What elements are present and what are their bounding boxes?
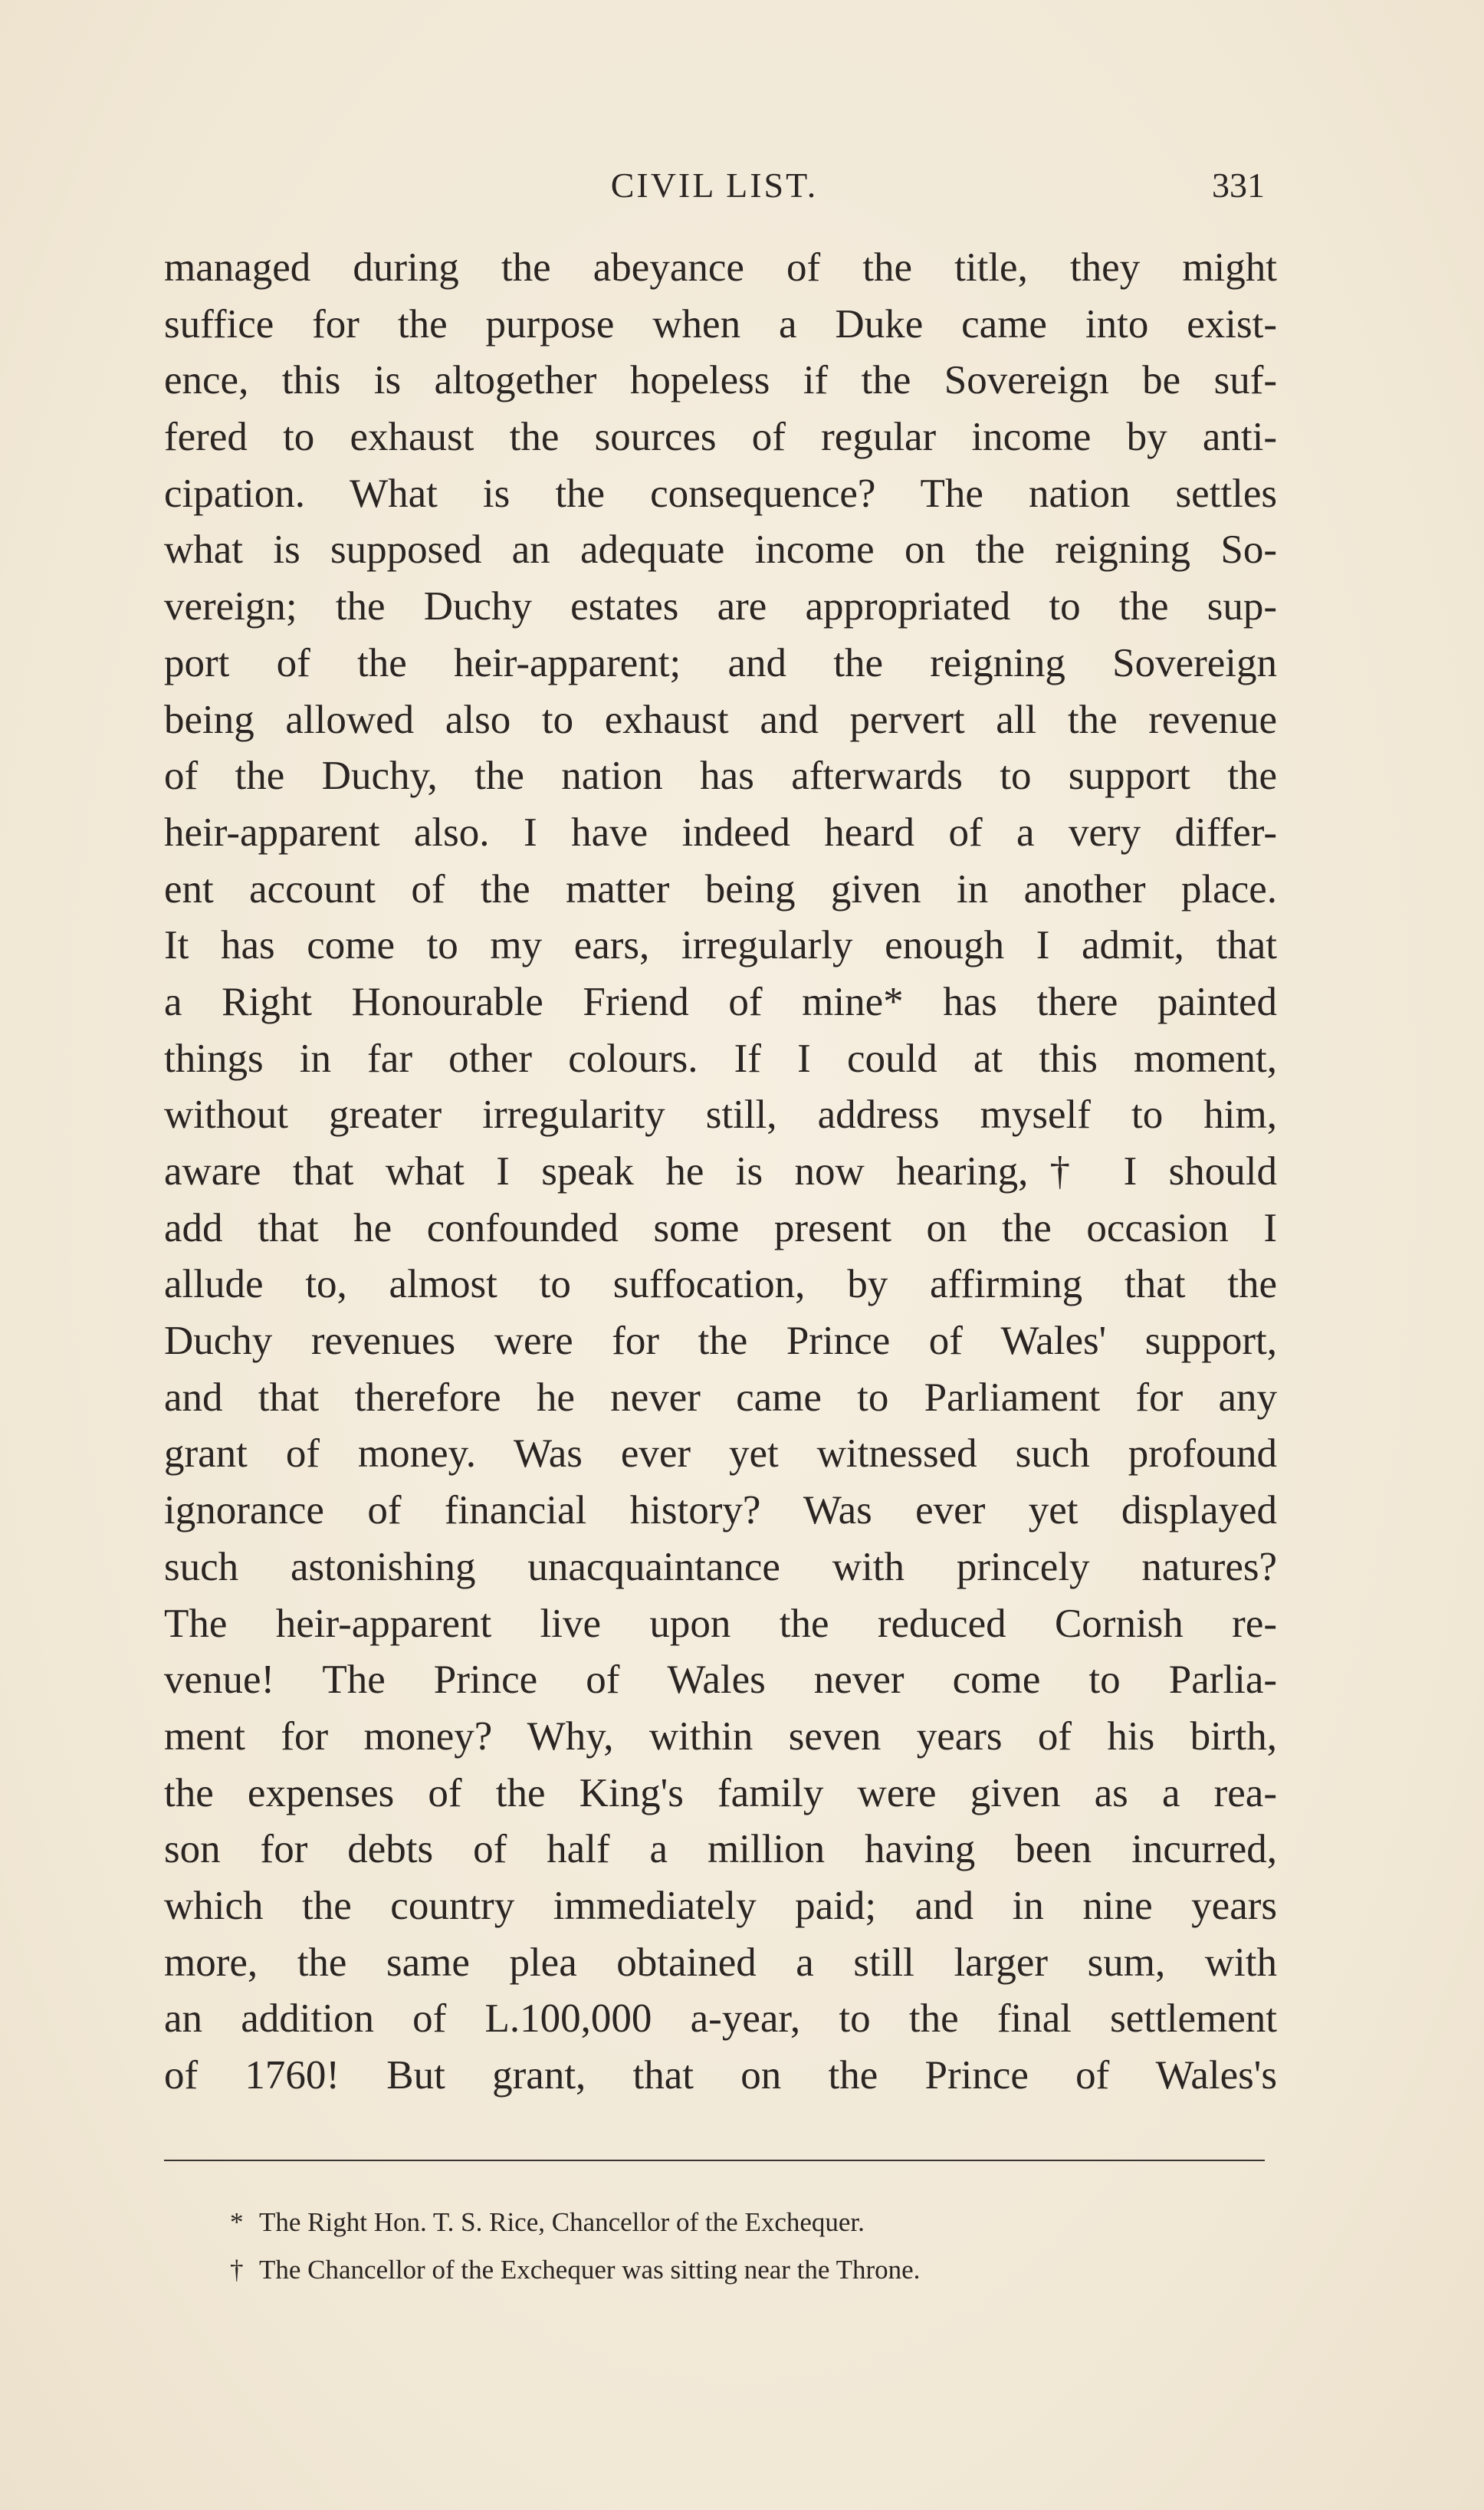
text-line: aware that what I speak he is now hearing,† I should — [164, 1149, 1277, 1194]
text-line: such astonishing unacquaintance with princely natures? — [164, 1544, 1277, 1589]
text-line: son for debts of half a million having been incurred, — [164, 1827, 1277, 1872]
text-line: cipation. What is the consequence? The nation settles — [164, 471, 1277, 516]
text-line: an addition of L.100,000 a-year, to the final settlement — [164, 1996, 1277, 2042]
text-line: what is supposed an adequate income on the reigning So- — [164, 527, 1277, 573]
text-line: grant of money. Was ever yet witnessed such profound — [164, 1431, 1277, 1477]
text-line: ment for money? Why, within seven years of his birth, — [164, 1713, 1277, 1759]
text-line: vereign; the Duchy estates are appropriated to the sup- — [164, 584, 1277, 629]
body-text — [164, 240, 1277, 2104]
text-line: a Right Honourable Friend of mine* has there painted — [164, 979, 1277, 1024]
text-line: managed during the abeyance of the title, they might — [164, 245, 1277, 290]
text-line: port of the heir-apparent; and the reigning Sovereign — [164, 640, 1277, 685]
text-line: add that he confounded some present on the occasion I — [164, 1205, 1277, 1250]
text-line: and that therefore he never came to Parliament for any — [164, 1375, 1277, 1420]
text-line: allude to, almost to suffocation, by affirming that the — [164, 1262, 1277, 1307]
text-line: of the Duchy, the nation has afterwards to support the — [164, 754, 1277, 799]
text-line: more, the same plea obtained a still larger sum, with — [164, 1940, 1277, 1985]
footnote-text: The Right Hon. T. S. Rice, Chancellor of the Exchequer. — [259, 2207, 865, 2237]
text-line: suffice for the purpose when a Duke came into exist- — [164, 301, 1277, 347]
running-head: CIVIL LIST. — [610, 166, 819, 205]
text-line: ignorance of financial history? Was ever yet displayed — [164, 1488, 1277, 1533]
text-line: It has come to my ears, irregularly enough I admit, that — [164, 923, 1277, 968]
footnote-mark: * — [230, 2207, 244, 2237]
footnote-text: The Chancellor of the Exchequer was sitting near the Throne. — [259, 2255, 921, 2285]
footnote — [230, 2199, 1226, 2246]
text-line: ent account of the matter being given in another place. — [164, 866, 1277, 912]
footnote-mark: † — [230, 2255, 244, 2285]
text-line: which the country immediately paid; and in nine years — [164, 1883, 1277, 1928]
text-line: venue! The Prince of Wales never come to Parlia- — [164, 1657, 1277, 1703]
page-number: 331 — [1212, 166, 1265, 205]
text-line: of 1760! But grant, that on the Prince of Wales's — [164, 2053, 1277, 2098]
page-header — [164, 163, 1265, 209]
footnote — [230, 2246, 1226, 2294]
text-line: being allowed also to exhaust and pervert all the revenue — [164, 697, 1277, 742]
text-line: things in far other colours. If I could at this moment, — [164, 1036, 1277, 1081]
text-line: ence, this is altogether hopeless if the Sovereign be suf- — [164, 358, 1277, 403]
text-line: The heir-apparent live upon the reduced Cornish re- — [164, 1601, 1277, 1646]
footnote-rule — [164, 2160, 1265, 2161]
text-line: fered to exhaust the sources of regular income by anti- — [164, 415, 1277, 460]
text-line: without greater irregularity still, address myself to him, — [164, 1092, 1277, 1138]
text-line: heir-apparent also. I have indeed heard of a very differ- — [164, 810, 1277, 855]
footnotes — [230, 2199, 1226, 2294]
text-line: the expenses of the King's family were given as a rea- — [164, 1770, 1277, 1815]
text-line: Duchy revenues were for the Prince of Wales' support, — [164, 1319, 1277, 1364]
